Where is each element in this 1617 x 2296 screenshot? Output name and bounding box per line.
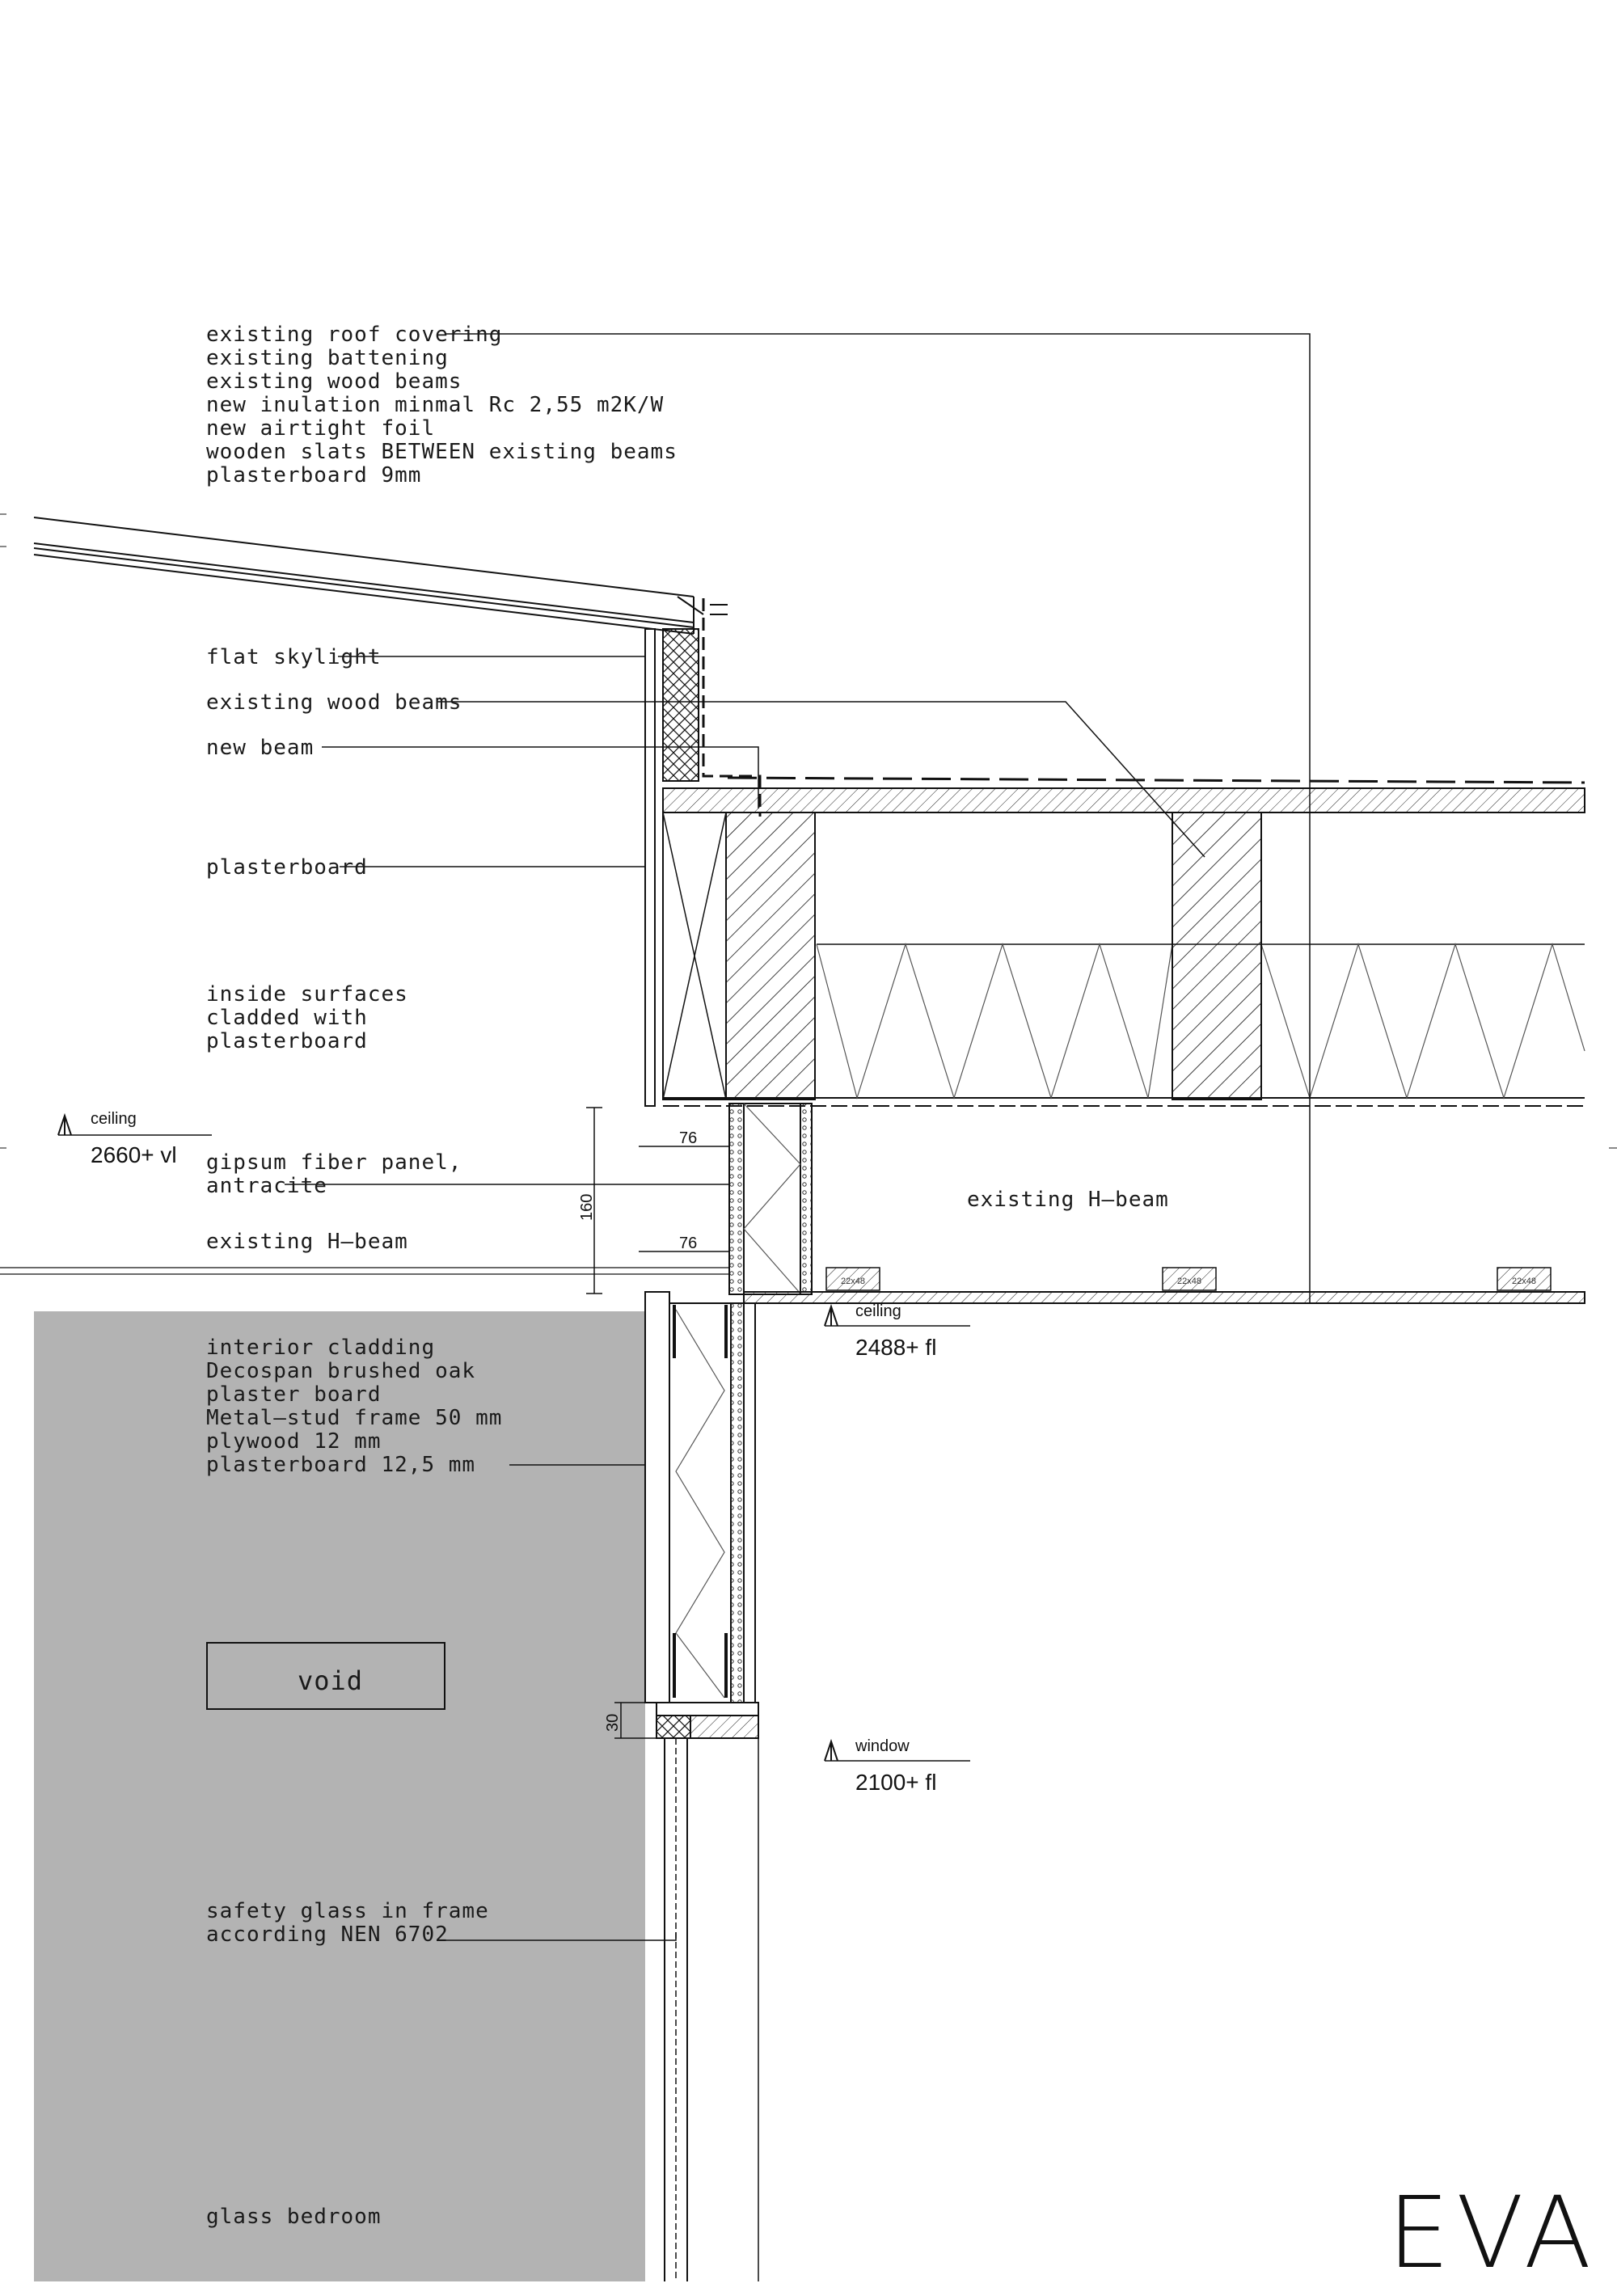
label-interior-cladding-5: plywood 12 mm xyxy=(206,1429,382,1454)
level-value-ceiling-vl: 2660+ vl xyxy=(91,1142,177,1167)
new-beam-box xyxy=(663,812,726,1099)
label-existing-h-beam-left: existing H—beam xyxy=(206,1230,408,1254)
label-inside-surfaces-1: inside surfaces xyxy=(206,982,408,1007)
slat-label-2: 22x48 xyxy=(1177,1277,1201,1286)
label-void: void xyxy=(298,1665,364,1696)
level-tag-ceiling-vl: ceiling xyxy=(91,1110,137,1128)
gypsum-panel-column xyxy=(729,1104,812,1294)
safety-glass xyxy=(665,1738,758,2281)
label-inside-surfaces-2: cladded with xyxy=(206,1006,368,1030)
label-existing-h-beam-right: existing H—beam xyxy=(967,1188,1169,1212)
label-interior-cladding-3: plaster board xyxy=(206,1382,382,1407)
label-safety-glass-1: safety glass in frame xyxy=(206,1899,489,1923)
roof-insulation-zigzag xyxy=(817,944,1172,1098)
new-beam xyxy=(726,812,815,1099)
slat-label-3: 22x48 xyxy=(1512,1277,1536,1286)
roof-note-5: new airtight foil xyxy=(206,416,436,441)
airtight-foil xyxy=(703,598,760,817)
existing-wood-beam xyxy=(1172,812,1261,1099)
level-tag-window-fl: window xyxy=(855,1737,910,1755)
level-value-window-fl: 2100+ fl xyxy=(855,1770,937,1795)
label-flat-skylight: flat skylight xyxy=(206,645,382,669)
dim-30: 30 xyxy=(604,1713,622,1732)
dim-76-bottom: 76 xyxy=(679,1235,698,1252)
label-interior-cladding-1: interior cladding xyxy=(206,1336,436,1360)
label-gipsum-2: antracite xyxy=(206,1174,327,1198)
dim-160: 160 xyxy=(578,1193,596,1221)
interior-wall xyxy=(645,1292,755,1703)
upstand-board xyxy=(645,629,655,1106)
label-interior-cladding-2: Decospan brushed oak xyxy=(206,1359,476,1383)
upstand-insulation xyxy=(663,629,699,781)
roof-note-7: plasterboard 9mm xyxy=(206,463,422,487)
roof-note-2: existing battening xyxy=(206,346,449,370)
roof-note-1: existing roof covering xyxy=(206,323,503,347)
label-new-beam: new beam xyxy=(206,736,315,760)
level-value-ceiling-fl: 2488+ fl xyxy=(855,1335,937,1360)
dim-76-top: 76 xyxy=(679,1129,698,1147)
eva-logo: EVA xyxy=(1387,2176,1598,2290)
window-head xyxy=(657,1703,758,1738)
label-interior-cladding-6: plasterboard 12,5 mm xyxy=(206,1453,476,1477)
ceiling-construction xyxy=(744,1292,1585,1303)
label-glass-bedroom: glass bedroom xyxy=(206,2205,382,2229)
slat-label-1: 22x48 xyxy=(841,1277,865,1286)
label-existing-wood-beams: existing wood beams xyxy=(206,690,462,715)
roof-note-4: new inulation minmal Rc 2,55 m2K/W xyxy=(206,393,665,417)
label-gipsum-1: gipsum fiber panel, xyxy=(206,1150,462,1175)
sloped-roof xyxy=(34,517,703,634)
label-plasterboard: plasterboard xyxy=(206,855,368,880)
roof-note-3: existing wood beams xyxy=(206,369,462,394)
level-tag-ceiling-fl: ceiling xyxy=(855,1302,901,1320)
roof-note-6: wooden slats BETWEEN existing beams xyxy=(206,440,678,464)
label-interior-cladding-4: Metal—stud frame 50 mm xyxy=(206,1406,503,1430)
label-safety-glass-2: according NEN 6702 xyxy=(206,1922,449,1947)
label-inside-surfaces-3: plasterboard xyxy=(206,1029,368,1053)
